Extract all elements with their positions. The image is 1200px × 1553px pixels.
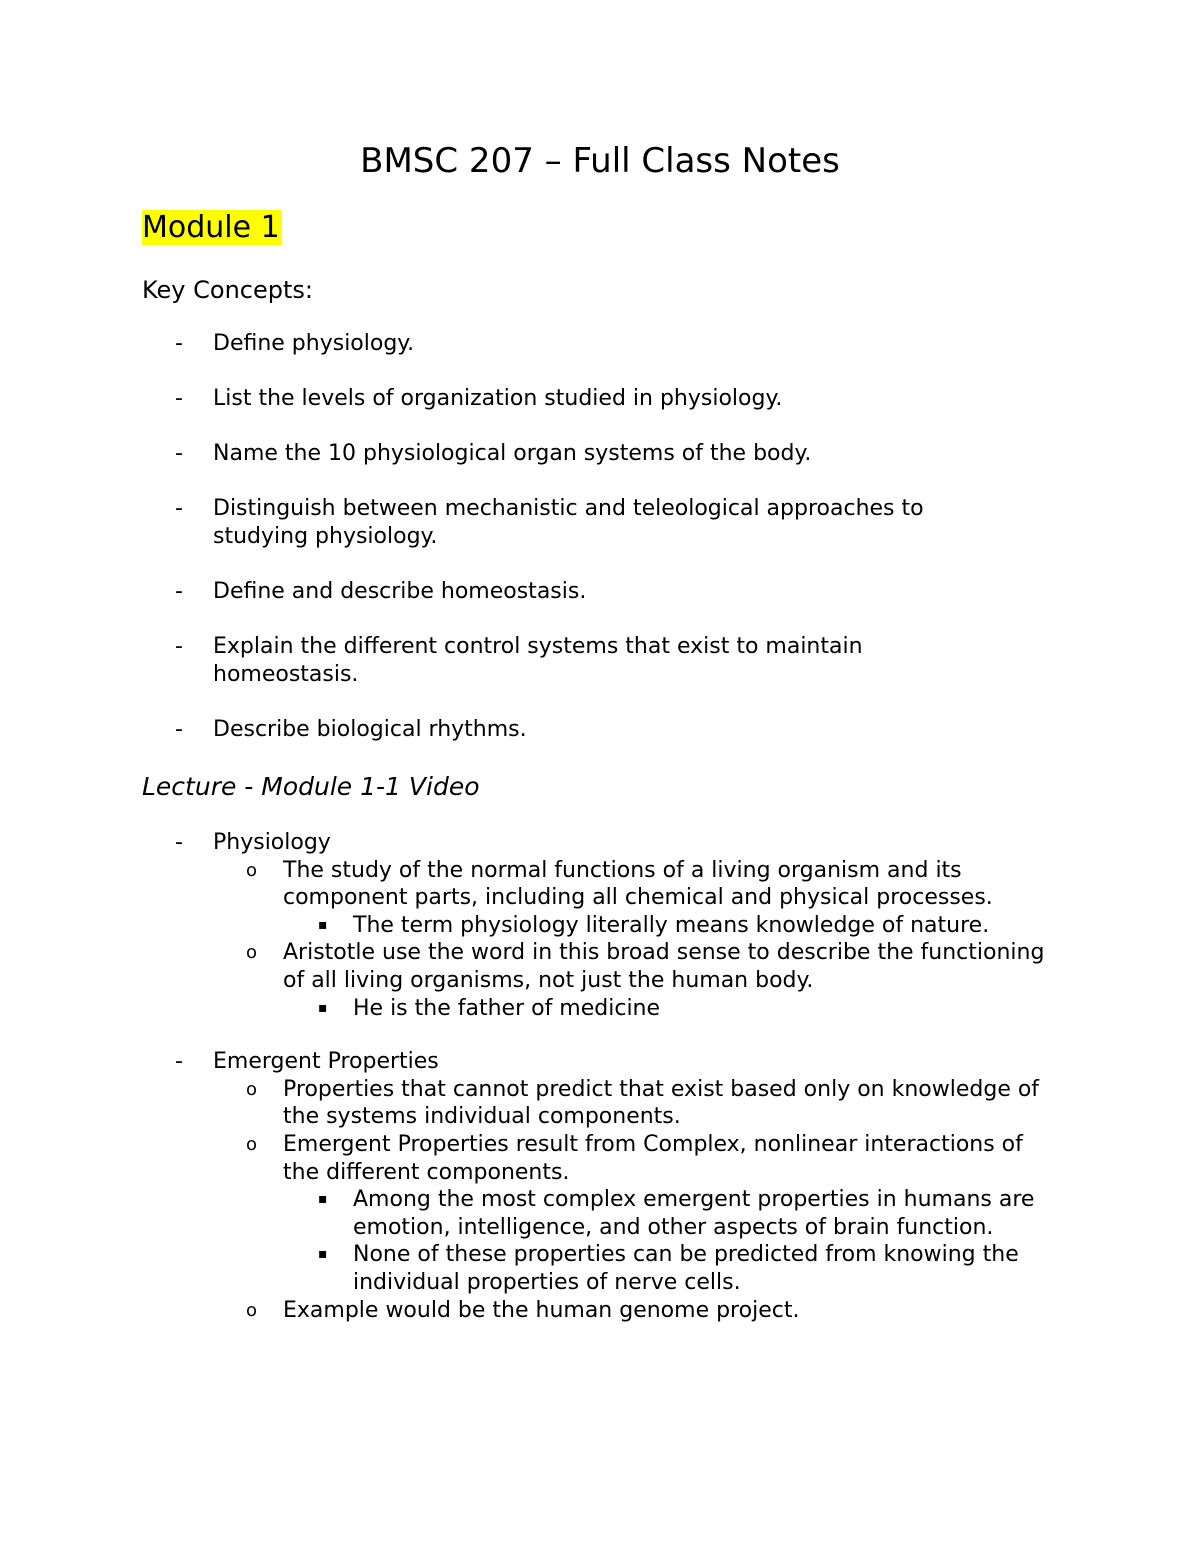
note-text: The study of the normal functions of a living organism and its component parts, including all chemical and physical processes. <box>283 857 993 911</box>
lecture-notes <box>0 829 1200 1324</box>
document-title: BMSC 207 – Full Class Notes <box>360 141 840 181</box>
dash-marker: - <box>175 830 183 855</box>
list-item <box>0 995 1200 1023</box>
list-item <box>0 716 1200 744</box>
list-item <box>0 1297 1200 1325</box>
note-text: Emergent Properties result from Complex, nonlinear interactions of the different components. <box>283 1131 1023 1185</box>
key-concept-text: Explain the different control systems that exist to maintain homeostasis. <box>213 634 863 687</box>
circle-bullet-icon: o <box>246 1299 258 1321</box>
list-item <box>0 912 1200 940</box>
note-text: None of these properties can be predicted from knowing the individual properties of nerve cells. <box>353 1242 1019 1295</box>
key-concept-text: Distinguish between mechanistic and teleological approaches to studying physiology. <box>213 496 924 549</box>
section-gap <box>0 1022 1200 1048</box>
note-text: Aristotle use the word in this broad sense to describe the functioning of all living organisms, not just the human body. <box>283 940 1045 993</box>
list-item <box>0 633 1200 689</box>
note-text: Example would be the human genome project. <box>283 1297 800 1323</box>
list-item <box>0 829 1200 857</box>
dash-marker: - <box>175 1049 183 1075</box>
list-item <box>0 578 1200 606</box>
list-item <box>0 939 1200 994</box>
circle-bullet-icon: o <box>246 859 258 881</box>
topic-label: Emergent Properties <box>213 1049 439 1075</box>
list-item <box>0 330 1200 358</box>
key-concept-text: Define physiology. <box>213 331 415 356</box>
key-concept-text: List the levels of organization studied in physiology. <box>213 386 783 411</box>
dash-marker: - <box>175 331 183 356</box>
square-bullet-icon: ▪ <box>318 1246 328 1263</box>
note-text: He is the father of medicine <box>353 995 661 1021</box>
key-concept-text: Define and describe homeostasis. <box>213 579 587 604</box>
note-text: Properties that cannot predict that exist based only on knowledge of the systems individual components. <box>283 1076 1040 1130</box>
list-item <box>0 1048 1200 1076</box>
square-bullet-icon: ▪ <box>318 999 328 1016</box>
key-concepts-list <box>0 330 1200 771</box>
dash-marker: - <box>175 634 183 659</box>
circle-bullet-icon: o <box>246 942 258 964</box>
square-bullet-icon: ▪ <box>318 1191 328 1208</box>
note-text: Among the most complex emergent properties in humans are emotion, intelligence, and other aspects of brain function. <box>353 1187 1035 1240</box>
module-heading-highlight: Module 1 <box>142 210 280 245</box>
list-item <box>0 385 1200 413</box>
dash-marker: - <box>175 441 183 466</box>
circle-bullet-icon: o <box>246 1133 258 1155</box>
module-heading <box>142 208 282 248</box>
list-item <box>0 440 1200 468</box>
list-item <box>0 495 1200 551</box>
lecture-heading: Lecture - Module 1-1 Video <box>142 772 480 801</box>
note-text: The term physiology literally means knowledge of nature. <box>353 912 990 938</box>
circle-bullet-icon: o <box>246 1078 258 1100</box>
square-bullet-icon: ▪ <box>318 916 328 933</box>
list-item <box>0 857 1200 912</box>
dash-marker: - <box>175 496 183 521</box>
list-item <box>0 1131 1200 1186</box>
topic-label: Physiology <box>213 830 331 855</box>
dash-marker: - <box>175 579 183 604</box>
key-concept-text: Name the 10 physiological organ systems of the body. <box>213 441 812 466</box>
list-item <box>0 1241 1200 1296</box>
key-concept-text: Describe biological rhythms. <box>213 717 527 742</box>
list-item <box>0 1186 1200 1241</box>
key-concepts-label: Key Concepts: <box>142 276 313 304</box>
dash-marker: - <box>175 386 183 411</box>
list-item <box>0 1076 1200 1131</box>
dash-marker: - <box>175 717 183 742</box>
